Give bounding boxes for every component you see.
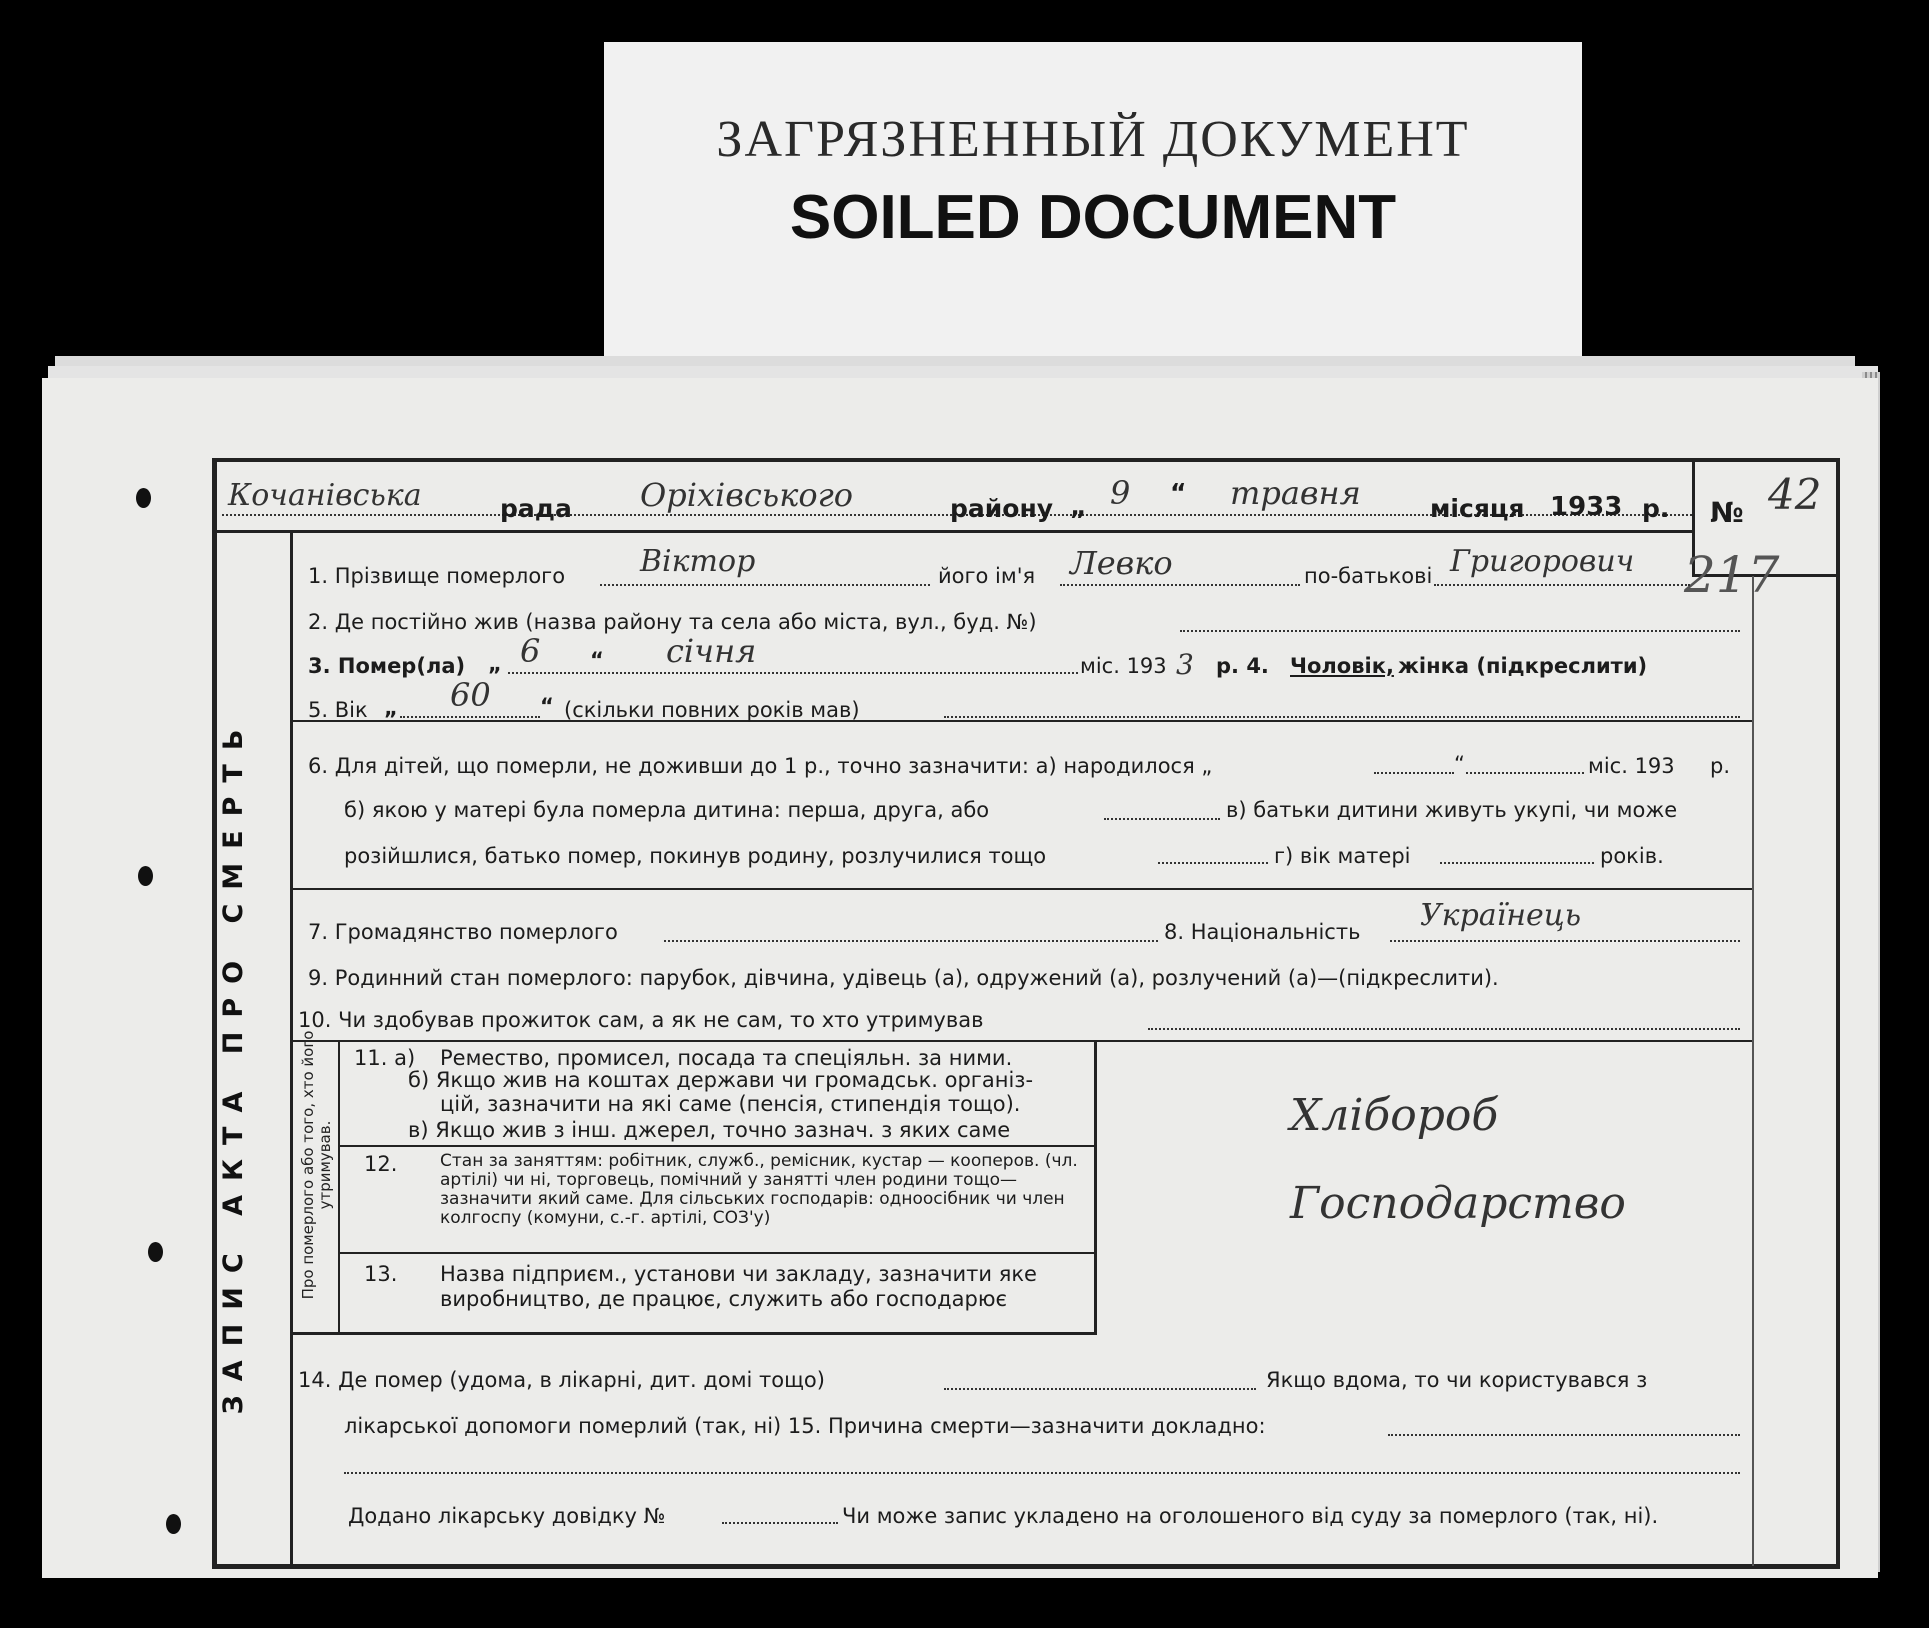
quote-mark: „ [488,652,502,676]
death-day-handwritten: 6 [520,632,541,670]
header-rada: рада [500,494,572,523]
fill-line [944,1388,1256,1390]
fill-line [1158,862,1268,864]
fill-line [600,584,930,586]
patronymic-handwritten: Григорович [1450,544,1635,579]
row3-month-label: міс. 193 [1080,654,1167,678]
row2-label: 2. Де постійно жив (назва району та села або міста, вул., буд. №) [308,610,1037,634]
row6-line2a: б) якою у матері була померла дитина: перша, друга, або [344,798,990,822]
death-month-handwritten: січня [666,632,757,670]
row6-month-label: міс. 193 [1588,754,1675,778]
quote-mark: „ [384,696,398,720]
fill-line [1104,818,1220,820]
frame-bottom [212,1564,1840,1569]
row6-line2b: в) батьки дитини живуть укупі, чи може [1226,798,1678,822]
inner-left-rule [290,530,293,1566]
fill-line [1060,584,1300,586]
row6-line3a: розійшлися, батько помер, покинув родину, розлучилися тощо [344,844,1047,868]
month-handwritten: травня [1230,474,1361,512]
form-title-vertical: ЗАПИС АКТА ПРО СМЕРТЬ [218,715,249,1415]
row14-label: 14. Де помер (удома, в лікарні, дит. домі тощо) [298,1368,825,1392]
row3-label: 3. Помер(ла) [308,654,466,678]
row7-label: 7. Громадянство померлого [308,920,618,944]
row5-label: 5. Вік [308,698,368,722]
fill-line [1440,862,1594,864]
fill-line [944,716,1740,718]
header-rule [212,530,1692,533]
certificate-label: Додано лікарську довідку № [348,1504,666,1528]
rule-after-10 [290,1040,1752,1042]
number-handwritten: 42 [1768,470,1822,519]
fill-line [400,716,540,718]
fill-line [1434,584,1690,586]
header-raion: району [950,494,1054,523]
punch-hole [136,488,151,508]
fill-line [508,672,1078,674]
row13-number: 13. [364,1262,398,1286]
row6-years: років. [1600,844,1664,868]
rule-12-13 [338,1252,1094,1254]
right-rule [1752,576,1754,1566]
label-russian: ЗАГРЯЗНЕННЫЙ ДОКУМЕНТ [716,111,1470,168]
header-year: 1933 [1550,492,1623,522]
quote-mark: “ [590,648,604,672]
row12-number: 12. [364,1152,398,1176]
row8-label: 8. Національність [1164,920,1361,944]
quote-mark: „ [1070,492,1087,521]
fill-line [1390,940,1740,942]
frame-left [212,458,217,1568]
fill-line [1374,772,1454,774]
row1-label: 1. Прізвище померлого [308,564,566,588]
punch-hole [148,1242,163,1262]
row3-sex-label: жінка (підкреслити) [1398,654,1648,678]
row6-r: р. [1710,754,1731,778]
row6-line3b: г) вік матері [1274,844,1411,868]
fill-line [1466,772,1584,774]
rule-after-5 [290,720,1752,722]
row3-r: р. 4. [1216,654,1269,678]
quote-mark: “ [1454,752,1465,776]
fill-line [1388,1434,1740,1436]
row12-text: Стан за заняттям: робітник, служб., ремісник, кустар — кооперов. (чл. артілі) чи ні, торговець, помічний у занятті член родини тощо—зазначити який саме. Для сільських господарів: одноосібник чи член колгоспу (комуни, с.-г. артілі, СОЗ'у) [440,1151,1078,1228]
day-handwritten: 9 [1110,474,1131,512]
rule-after-13 [290,1332,1094,1335]
header-r: р. [1642,494,1670,523]
rule-after-6 [290,888,1752,890]
fill-line [664,940,1158,942]
surname-handwritten: Віктор [640,544,756,579]
block-note-vertical: Про померлого або того, хто його утримував. [299,1030,334,1300]
row11b: б) Якщо жив на коштах держави чи громадськ. організ- [408,1068,1034,1092]
row13-text: Назва підприєм., установи чи закладу, зазначити яке виробництво, де працює, служить або господарює [440,1262,1037,1311]
row1-patronymic-label: по-батькові [1304,564,1433,588]
frame-right [1836,458,1840,1568]
row11b-cont: цій, зазначити на які саме (пенсія, стипендія тощо). [440,1092,1021,1116]
fill-line [344,1472,1740,1474]
soiled-document-label [604,42,1582,372]
row11-number: 11. а) [354,1046,416,1070]
fill-line [722,1522,838,1524]
row15-label: лікарської допомоги померлий (так, ні) 15. Причина смерти—зазначити докладно: [344,1414,1266,1438]
age-handwritten: 60 [450,676,491,714]
occupation2-handwritten: Господарство [1290,1178,1626,1229]
rule-11-12 [338,1145,1094,1147]
fill-line [1180,630,1740,632]
register-number-handwritten: 217 [1684,546,1780,604]
frame-top [212,458,1840,462]
nationality-handwritten: Українець [1420,898,1582,933]
punch-hole [166,1514,181,1534]
row14-home-label: Якщо вдома, то чи користувався з [1266,1368,1648,1392]
header-misyatsia: місяця [1430,494,1525,523]
row5-hint: (скільки повних років мав) [564,698,860,722]
name-handwritten: Левко [1070,544,1173,582]
row10-label: 10. Чи здобував прожиток сам, а як не сам, то хто утримував [298,1008,984,1032]
occupation-handwritten: Хлібороб [1290,1090,1499,1141]
block11-right-rule [1094,1040,1097,1335]
row1-name-label: його ім'я [938,564,1036,588]
row9-label: 9. Родинний стан померлого: парубок, дівчина, удівець (а), одружений (а), розлучений (а)—(підкреслити). [308,966,1499,990]
fill-line [1148,1028,1740,1030]
court-record-label: Чи може запис укладено на оголошеного від суду за померлого (так, ні). [842,1504,1659,1528]
punch-hole [138,866,153,886]
village-handwritten: Кочанівська [228,478,422,513]
row11a: Ремество, промисел, посада та спеціяльн. за ними. [440,1046,1013,1070]
death-year-handwritten: 3 [1176,648,1194,681]
district-handwritten: Оріхівського [640,476,854,514]
row6-line1: 6. Для дітей, що померли, не доживши до 1 р., точно зазначити: а) народилося „ [308,754,1213,778]
block11-left-rule [338,1040,340,1335]
row11c: в) Якщо жив з інш. джерел, точно зазнач. з яких саме [408,1118,1011,1142]
label-english: SOILED DOCUMENT [789,183,1397,252]
quote-mark: “ [540,694,554,718]
sex-man-underlined: Чоловік, [1290,654,1394,678]
number-label: № [1710,496,1744,529]
quote-mark: “ [1170,478,1187,507]
